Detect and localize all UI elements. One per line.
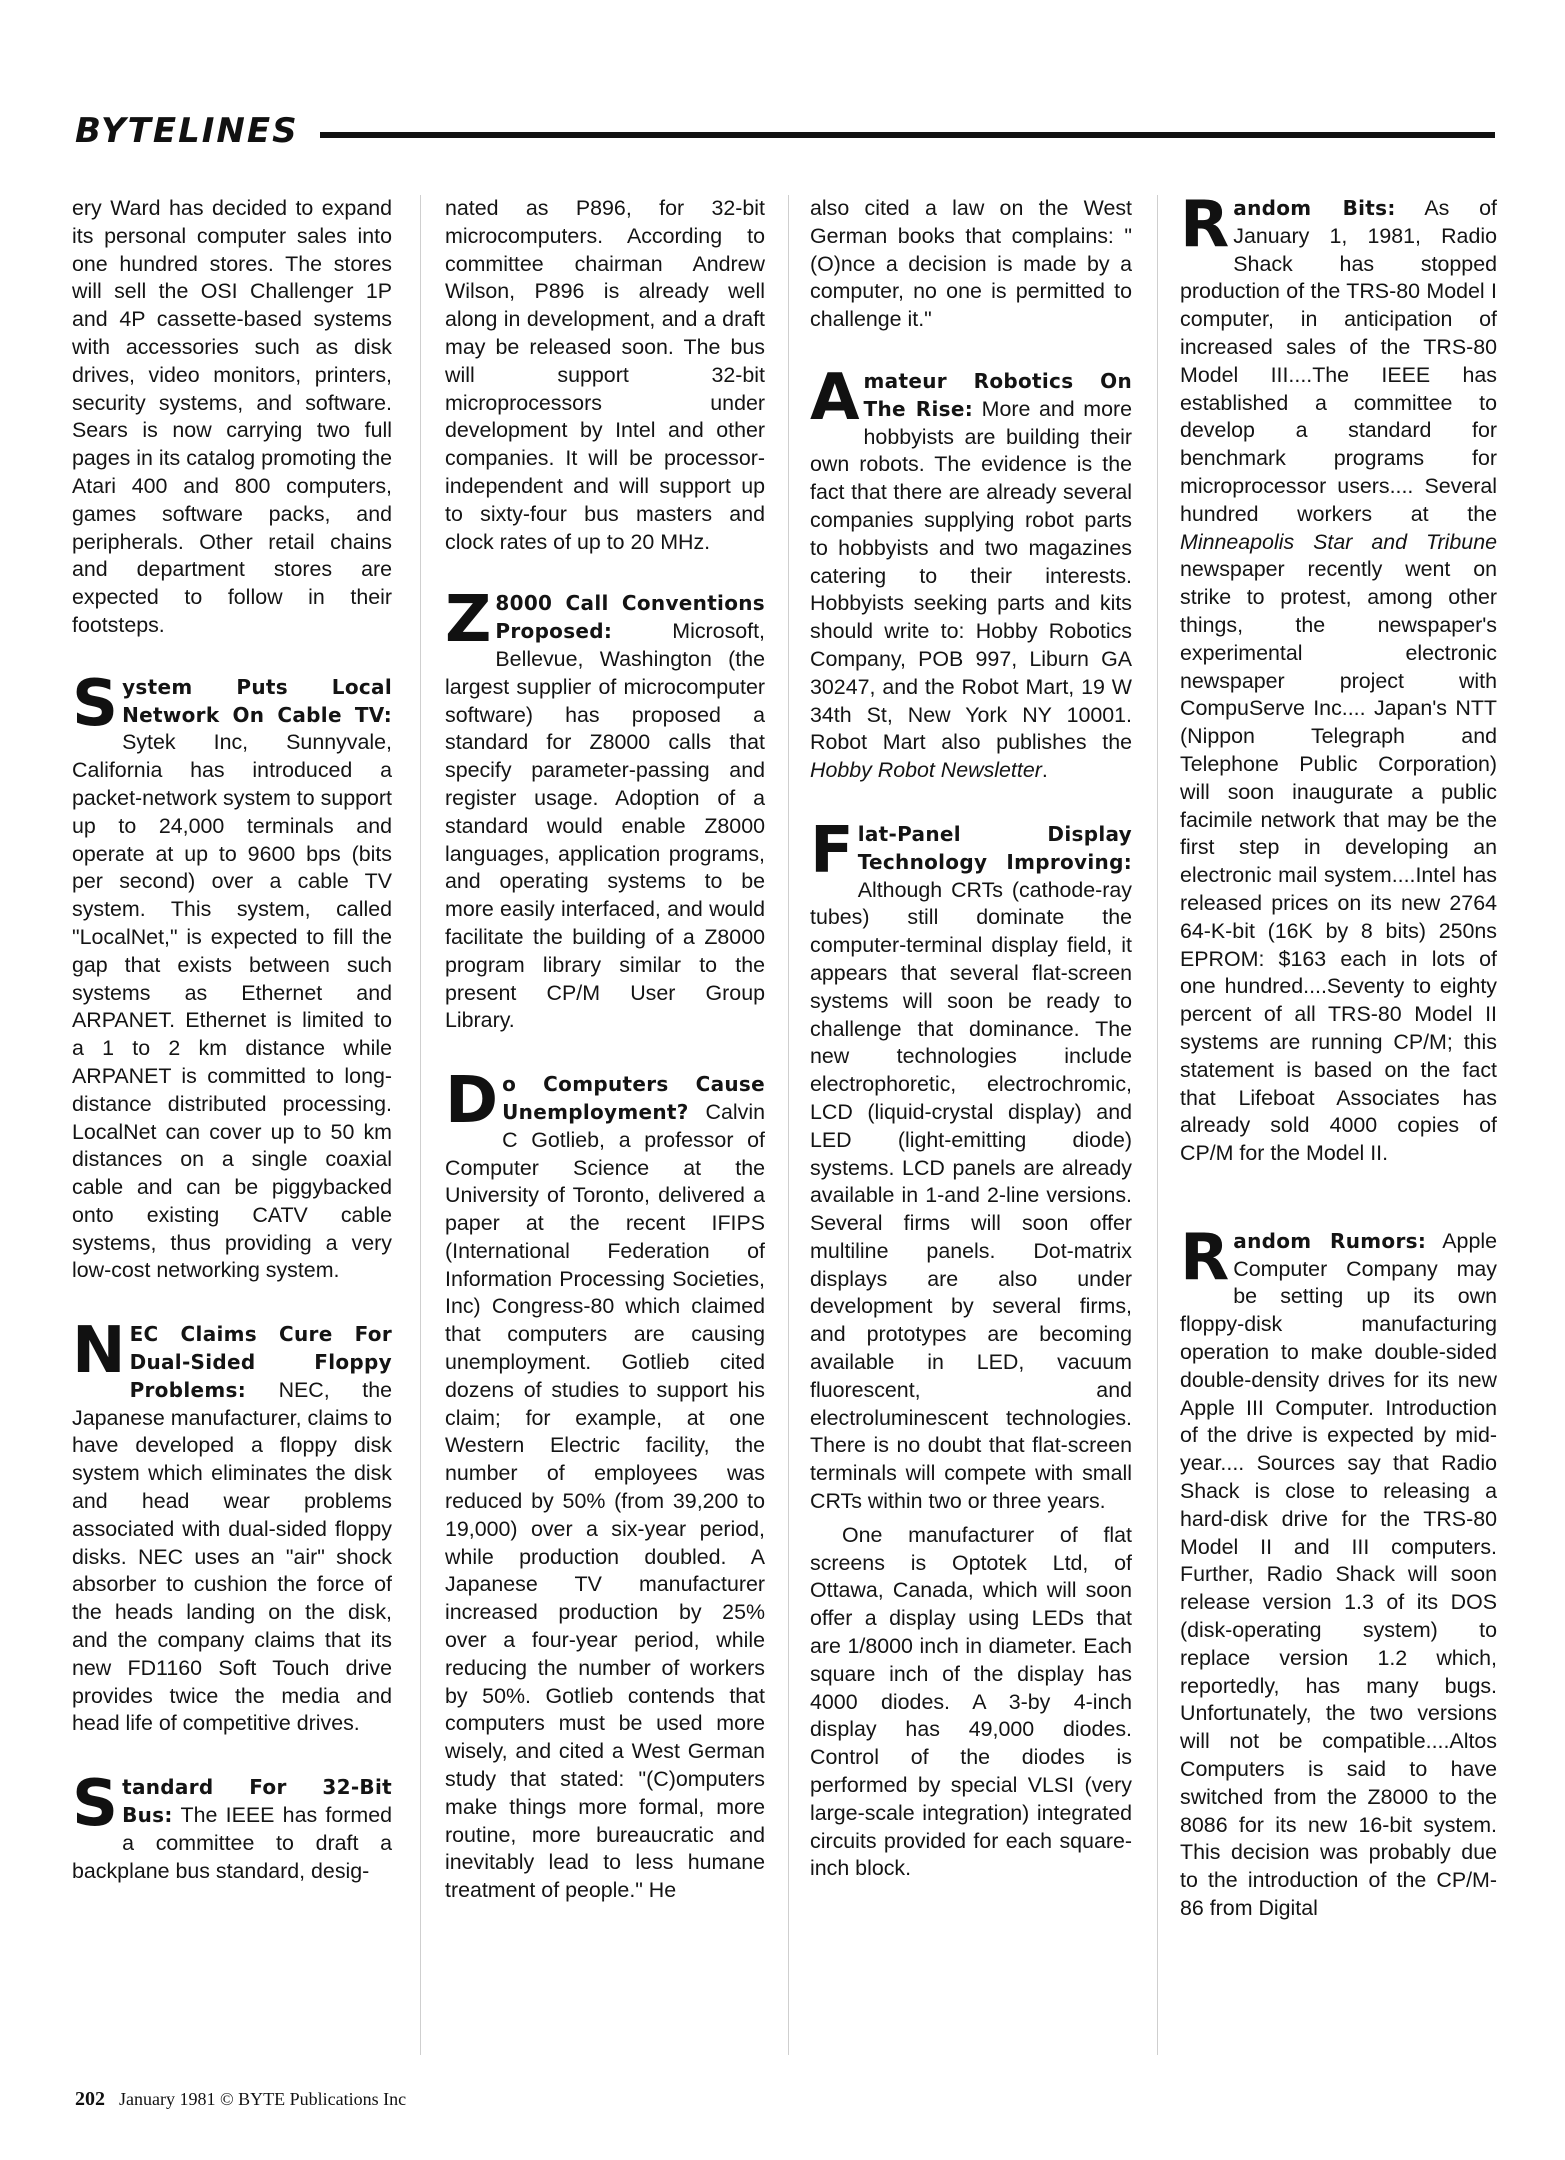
drop-cap: S	[72, 1767, 119, 1842]
article-body: Sytek Inc, Sunnyvale, California has introduced a packet-network system to support up to 24,000 terminals and operate at up to 9600 bps (bits per second) over a cable TV system. This system, called "LocalNet," is expected to fill the gap that exists between such systems as Ethernet and ARPANET. Ethernet is limited to a 1 to 2 km distance while ARPANET is committed to long-distance distributed processing. LocalNet can cover up to 50 km distances on a single coaxial cable and can be piggybacked onto existing CATV cable systems, thus providing a very low-cost networking system.	[72, 730, 392, 1283]
column-divider	[788, 195, 789, 2055]
article-standard-32bit-bus	[72, 1767, 392, 1885]
article-headline: o Computers Cause Unemployment?	[502, 1072, 765, 1124]
copyright-line: January 1981 © BYTE Publications Inc	[119, 2089, 407, 2109]
column-divider	[420, 195, 421, 2055]
article-headline: EC Claims Cure For Dual-Sided Floppy Problems:	[129, 1322, 392, 1402]
article-nec-floppy	[72, 1314, 392, 1738]
drop-cap: Z	[445, 583, 492, 658]
article-headline: ystem Puts Local Network On Cable TV:	[122, 674, 392, 727]
page-footer	[75, 2088, 406, 2111]
column-divider	[1157, 195, 1158, 2055]
article-flat-panel-display	[810, 813, 1132, 1516]
page-header	[75, 110, 1495, 160]
article-body: Calvin C Gotlieb, a professor of Computer Science at the University of Toronto, delivered a paper at the recent IFIPS (International Federation of Information Processing Societies, Inc) Congress-80 which claimed that computers are causing unemployment. Gotlieb cited dozens of studies to support his claim; for example, at one Western Electric facility, the number of employees was reduced by 50% (from 39,200 to 19,000) over a six-year period, while production doubled. A Japanese TV manufacturer increased production by 25% over a four-year period, while reducing the number of workers by 50%. Gotlieb contends that computers must be used more wisely, and cited a West German study that stated: "(C)omputers make things more formal, more routine, more bureaucratic and inevitably lead to less humane treatment of people." He	[445, 1099, 765, 1903]
article-random-bits: Random Bits: As of January 1, 1981, Radio Shack has stopped production of the TRS-80 Model I computer, in anticipation of increased sales of the TRS-80 Model III....The IEEE has established a committee to develop a standard for benchmark programs for microprocessor users.... Several hundred workers at the Minneapolis Star and Tribune newspaper recently went on strike to protest, among other things, the newspaper's experimental electronic newspaper project with CompuServe Inc.... Japan's NTT (Nippon Telegraph and Telephone Public Corporation) will soon inaugurate a public facimile network that may be the first step in developing an electronic mail system....Intel has released prices on its new 2764 64-K-bit (16K by 8 bits) 250ns EPROM: $163 each in lots of one hundred....Seventy to eighty percent of all TRS-80 Model II systems are running CP/M; this statement is based on the fact that Lifeboat Associates has already sold 4000 copies of CP/M for the Model II.	[1180, 188, 1497, 1166]
drop-cap: D	[445, 1064, 499, 1139]
column-2	[445, 195, 765, 1941]
article-body: As of January 1, 1981, Radio Shack has stopped production of the TRS-80 Model I computer, in anticipation of increased sales of the TRS-80 Model III....The IEEE has established a committee to develop a standard for benchmark programs for microprocessor users.... Several hundred workers at the	[1180, 196, 1497, 526]
publication-title: Minneapolis Star and Tribune	[1180, 529, 1497, 554]
article-system-puts-local-network	[72, 666, 392, 1286]
article-paragraph: One manufacturer of flat screens is Optotek Ltd, of Ottawa, Canada, which will soon offer a display using LEDs that are 1/8000 inch in diameter. Each square inch of the display has 4000 diodes. A 3-by 4-inch display has 49,000 diodes. Control of the diodes is performed by special VLSI (very large-scale integration) integrated circuits provided for each square-inch block.	[810, 1522, 1132, 1881]
article-continuation: nated as P896, for 32-bit microcomputers. According to committee chairman Andrew Wilson, P896 is already well along in development, and a draft may be released soon. The bus will support 32-bit microprocessors under development by Intel and other companies. It will be processor-independent and will support up to sixty-four bus masters and clock rates of up to 20 MHz.	[445, 196, 765, 554]
article-body: Microsoft, Bellevue, Washington (the largest supplier of microcomputer software) has proposed a standard for Z8000 calls that specify parameter-passing and register usage. Adoption of a standard would enable Z8000 languages, application programs, and operating systems to be more easily interfaced, and would facilitate the building of a Z8000 program library similar to the present CP/M User Group Library.	[445, 619, 765, 1033]
column-3	[810, 195, 1132, 1919]
article-headline: 8000 Call Conventions Proposed:	[495, 591, 765, 644]
article-computers-unemployment	[445, 1064, 765, 1905]
drop-cap: S	[72, 666, 119, 741]
article-body: Apple Computer Company may be setting up its own floppy-disk manufacturing operation to make double-sided double-density drives for its new Apple III Computer. Introduction of the drive is expected by mid-year.... Sources say that Radio Shack is close to releasing a hard-disk drive for the TRS-80 Model II and III computers. Further, Radio Shack will soon release version 1.3 of its DOS (disk-operating system) to replace version 1.2 which, reportedly, has many bugs. Unfortunately, the two versions will not be compatible....Altos Computers is said to have switched from the Z8000 to the 8086 for its new 16-bit system. This decision was probably due to the introduction of the CP/M-86 from Digital	[1180, 1228, 1497, 1921]
column-4	[1180, 188, 1497, 1959]
column-1	[72, 195, 392, 1921]
article-continuation: also cited a law on the West German books that complains: "(O)nce a decision is made by a computer, no one is permitted to challenge it."	[810, 196, 1132, 332]
drop-cap: N	[72, 1314, 126, 1389]
article-body: NEC, the Japanese manufacturer, claims to have developed a floppy disk system which eliminates the disk and head wear problems associated with dual-sided floppy disks. NEC uses an "air" shock absorber to cushion the force of the heads landing on the disk, and the company claims that its new FD1160 Soft Touch drive provides twice the media and head life of competitive drives.	[72, 1377, 392, 1736]
drop-cap: R	[1180, 1220, 1230, 1295]
drop-cap: F	[810, 813, 854, 888]
header-rule	[320, 132, 1495, 138]
article-z8000-conventions	[445, 583, 765, 1035]
article-body: Although CRTs (cathode-ray tubes) still dominate the computer-terminal display field, it appears that several flat-screen systems will soon be ready to challenge that dominance. The new technologies include electrophoretic, electrochromic, LCD (liquid-crystal display) and LED (light-emitting diode) systems. LCD panels are already available in 1-and 2-line versions. Several firms will soon offer multiline panels. Dot-matrix displays are also under development by several firms, and prototypes are becoming available in LED, vacuum fluorescent, and electroluminescent technologies. There is no doubt that flat-screen terminals will compete with small CRTs within two or three years.	[810, 877, 1132, 1514]
article-headline: andom Bits:	[1233, 196, 1396, 220]
article-continuation: ery Ward has decided to expand its personal computer sales into one hundred stores. The stores will sell the OSI Challenger 1P and 4P cassette-based systems with accessories such as disk drives, video monitors, printers, security systems, and software. Sears is now carrying two full pages in its catalog promoting the Atari 400 and 800 computers, games software packs, and peripherals. Other retail chains and department stores are expected to follow in their footsteps.	[72, 196, 392, 637]
article-headline: tandard For 32-Bit Bus:	[122, 1775, 392, 1828]
drop-cap: A	[810, 360, 860, 435]
section-title: BYTELINES	[75, 111, 299, 151]
article-headline: mateur Robotics On The Rise:	[863, 368, 1132, 421]
article-headline: lat-Panel Display Technology Improving:	[857, 821, 1132, 874]
drop-cap: R	[1180, 188, 1230, 262]
article-random-rumors	[1180, 1220, 1497, 1923]
page-number: 202	[75, 2088, 105, 2110]
article-body: More and more hobbyists are building their own robots. The evidence is the fact that there are already several companies supplying robot parts to hobbyists and two magazines catering to their interests. Hobbyists seeking parts and kits should write to: Hobby Robotics Company, POB 997, Liburn GA 30247, and the Robot Mart, 19 W 34th St, New York NY 10001. Robot Mart also publishes the	[810, 396, 1132, 755]
article-amateur-robotics: Amateur Robotics On The Rise: More and more hobbyists are building their own robots. The evidence is the fact that there are already several companies supplying robot parts to hobbyists and two magazines catering to their interests. Hobbyists seeking parts and kits should write to: Hobby Robotics Company, POB 997, Liburn GA 30247, and the Robot Mart, 19 W 34th St, New York NY 10001. Robot Mart also publishes the Hobby Robot Newsletter.	[810, 360, 1132, 783]
article-body: The IEEE has formed a committee to draft a backplane bus standard, desig-	[72, 1803, 392, 1883]
article-headline: andom Rumors:	[1233, 1228, 1427, 1253]
publication-title: Hobby Robot Newsletter	[810, 758, 1042, 783]
